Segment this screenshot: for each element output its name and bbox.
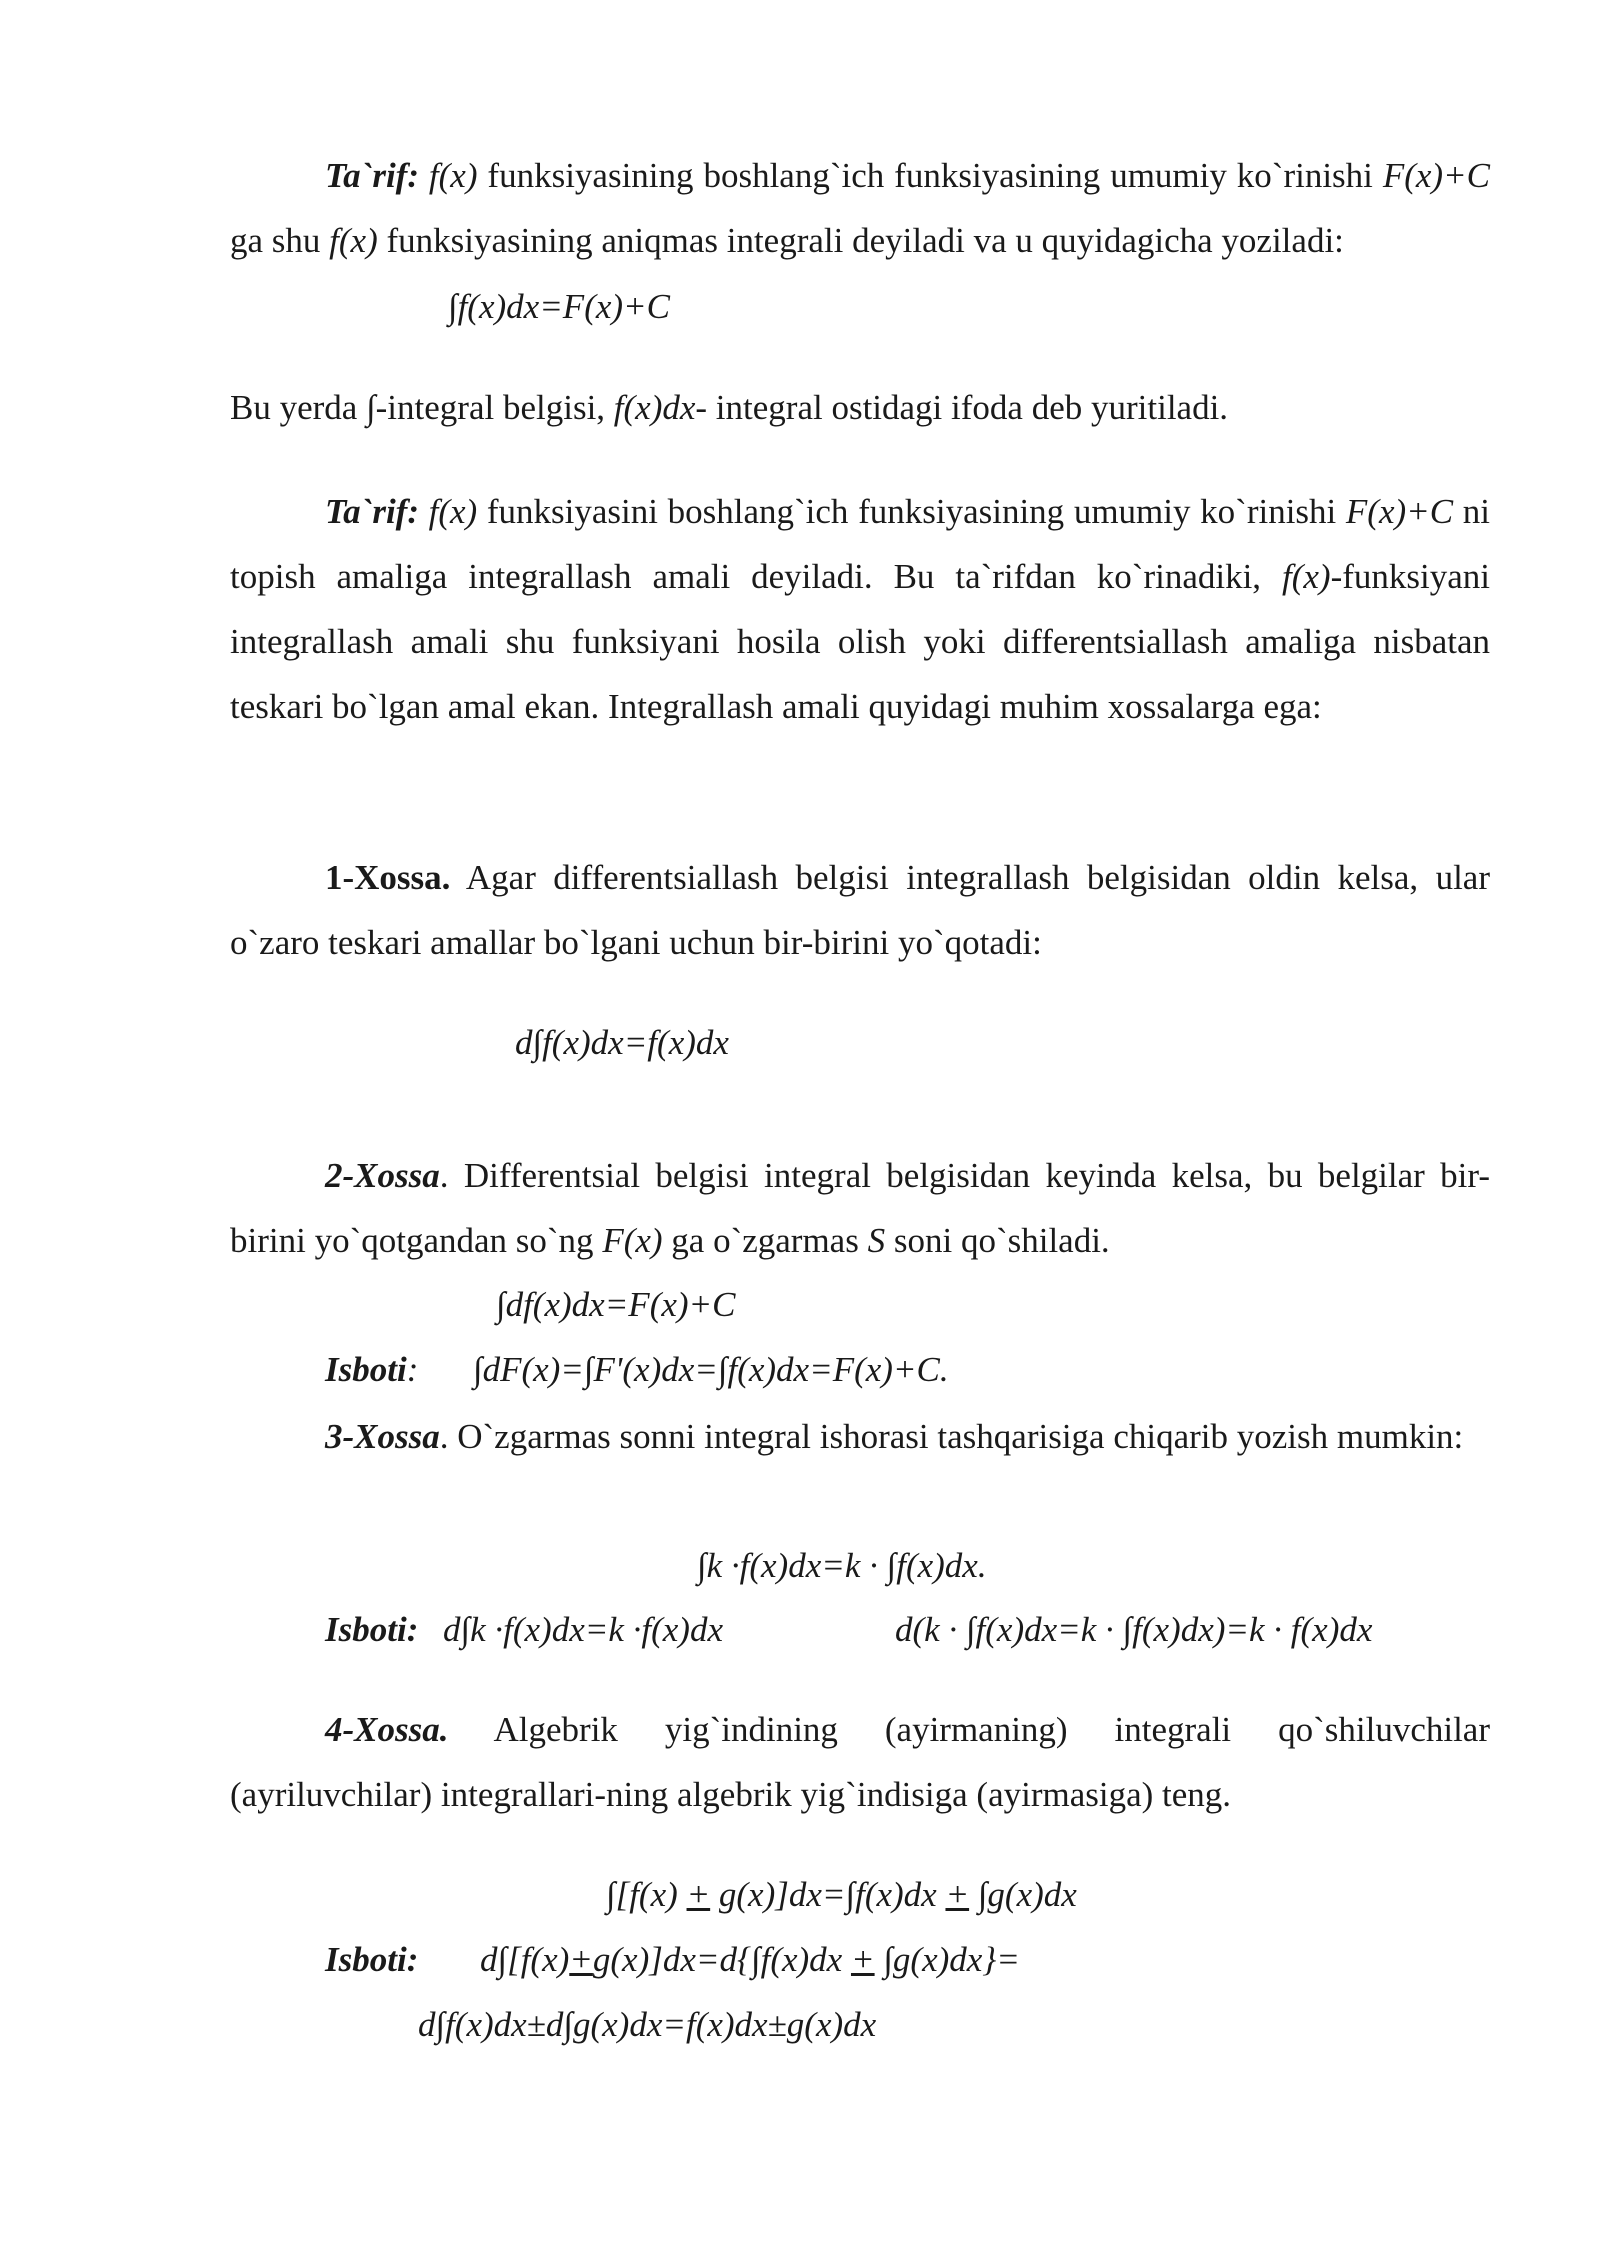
property-3-proof-label: Isboti:: [325, 1610, 419, 1649]
definition-1-formula: ∫f(x)dx=F(x)+C: [448, 287, 670, 326]
Fx-term: F(x)+C: [1382, 156, 1491, 195]
property-3-proof-formula-2: d(k · ∫f(x)dx=k · ∫f(x)dx)=k · f(x)dx: [895, 1610, 1373, 1649]
fx-term: f(x): [428, 156, 478, 195]
definition-2-text: Ta`rif: f(x) funksiyasini boshlang`ich funksiyasining umumiy ko`rinishi F(x)+C ni topish amaliga integrallash amali deyiladi. Bu ta`rifdan ko`rinadiki, f(x)-funksiyani integrallash amali shu funksiyani hosila olish yoki differentsiallash amaliga nisbatan teskari bo`lgan amal ekan. Integrallash amali quyidagi muhim xossalarga ega:: [230, 492, 1490, 726]
property-1: [230, 845, 1490, 975]
property-2-text: 2-Xossa. Differentsial belgisi integral belgisidan keyinda kelsa, bu belgilar bir-birini yo`qotgandan so`ng F(x) ga o`zgarmas S soni qo`shiladi.: [230, 1156, 1490, 1260]
property-1-label: 1-Xossa.: [325, 858, 451, 897]
definition-1-label: Ta`rif:: [325, 156, 419, 195]
property-2-proof: Isboti:: [325, 1350, 419, 1389]
property-4-proof-formula-2: d∫f(x)dx±d∫g(x)dx=f(x)dx±g(x)dx: [418, 2005, 877, 2044]
property-1-formula: d∫f(x)dx=f(x)dx: [515, 1023, 729, 1062]
property-3-label: 3-Xossa: [325, 1417, 440, 1456]
definition-2-label: Ta`rif:: [325, 492, 419, 531]
proof-label: Isboti: [325, 1350, 407, 1389]
integral-sign-note: Bu yerda ∫-integral belgisi, f(x)dx- integral ostidagi ifoda deb yuritiladi.: [230, 388, 1229, 427]
property-2-label: 2-Xossa: [325, 1156, 440, 1195]
property-4: [230, 1697, 1490, 1827]
property-3-proof-formula-1: d∫k ·f(x)dx=k ·f(x)dx: [443, 1610, 723, 1649]
property-3-text: 3-Xossa. O`zgarmas sonni integral ishorasi tashqarisiga chiqarib yozish mumkin:: [325, 1417, 1464, 1456]
property-2: [230, 1143, 1490, 1273]
property-4-label: 4-Xossa.: [325, 1710, 449, 1749]
property-1-text: 1-Xossa. Agar differentsiallash belgisi integrallash belgisidan oldin kelsa, ular o`zaro teskari amallar bo`lgani uchun bir-birini yo`qotadi:: [230, 858, 1490, 962]
definition-2: [230, 479, 1490, 739]
definition-1: [230, 143, 1490, 273]
property-4-text: 4-Xossa. Algebrik yig`indining (ayirmaning) integrali qo`shiluvchilar (ayriluvchilar) integrallari-ning algebrik yig`indisiga (ayirmasiga) teng.: [230, 1710, 1490, 1814]
property-2-proof-formula: ∫dF(x)=∫F'(x)dx=∫f(x)dx=F(x)+C.: [473, 1350, 949, 1389]
fx-term: f(x): [329, 221, 378, 260]
property-3: [230, 1404, 1490, 1469]
property-4-proof-formula-1: d∫[f(x)+g(x)]dx=d{∫f(x)dx + ∫g(x)dx}=: [480, 1940, 1020, 1979]
property-4-formula: ∫[f(x) + g(x)]dx=∫f(x)dx + ∫g(x)dx: [606, 1875, 1077, 1914]
property-2-formula: ∫df(x)dx=F(x)+C: [496, 1285, 736, 1324]
definition-1-text: Ta`rif: f(x) funksiyasining boshlang`ich funksiyasining umumiy ko`rinishi F(x)+C ga shu f(x) funksiyasining aniqmas integrali deyiladi va u quyidagicha yoziladi:: [230, 156, 1491, 260]
property-3-formula: ∫k ·f(x)dx=k · ∫f(x)dx.: [697, 1546, 987, 1585]
property-4-proof-label: Isboti:: [325, 1940, 419, 1979]
